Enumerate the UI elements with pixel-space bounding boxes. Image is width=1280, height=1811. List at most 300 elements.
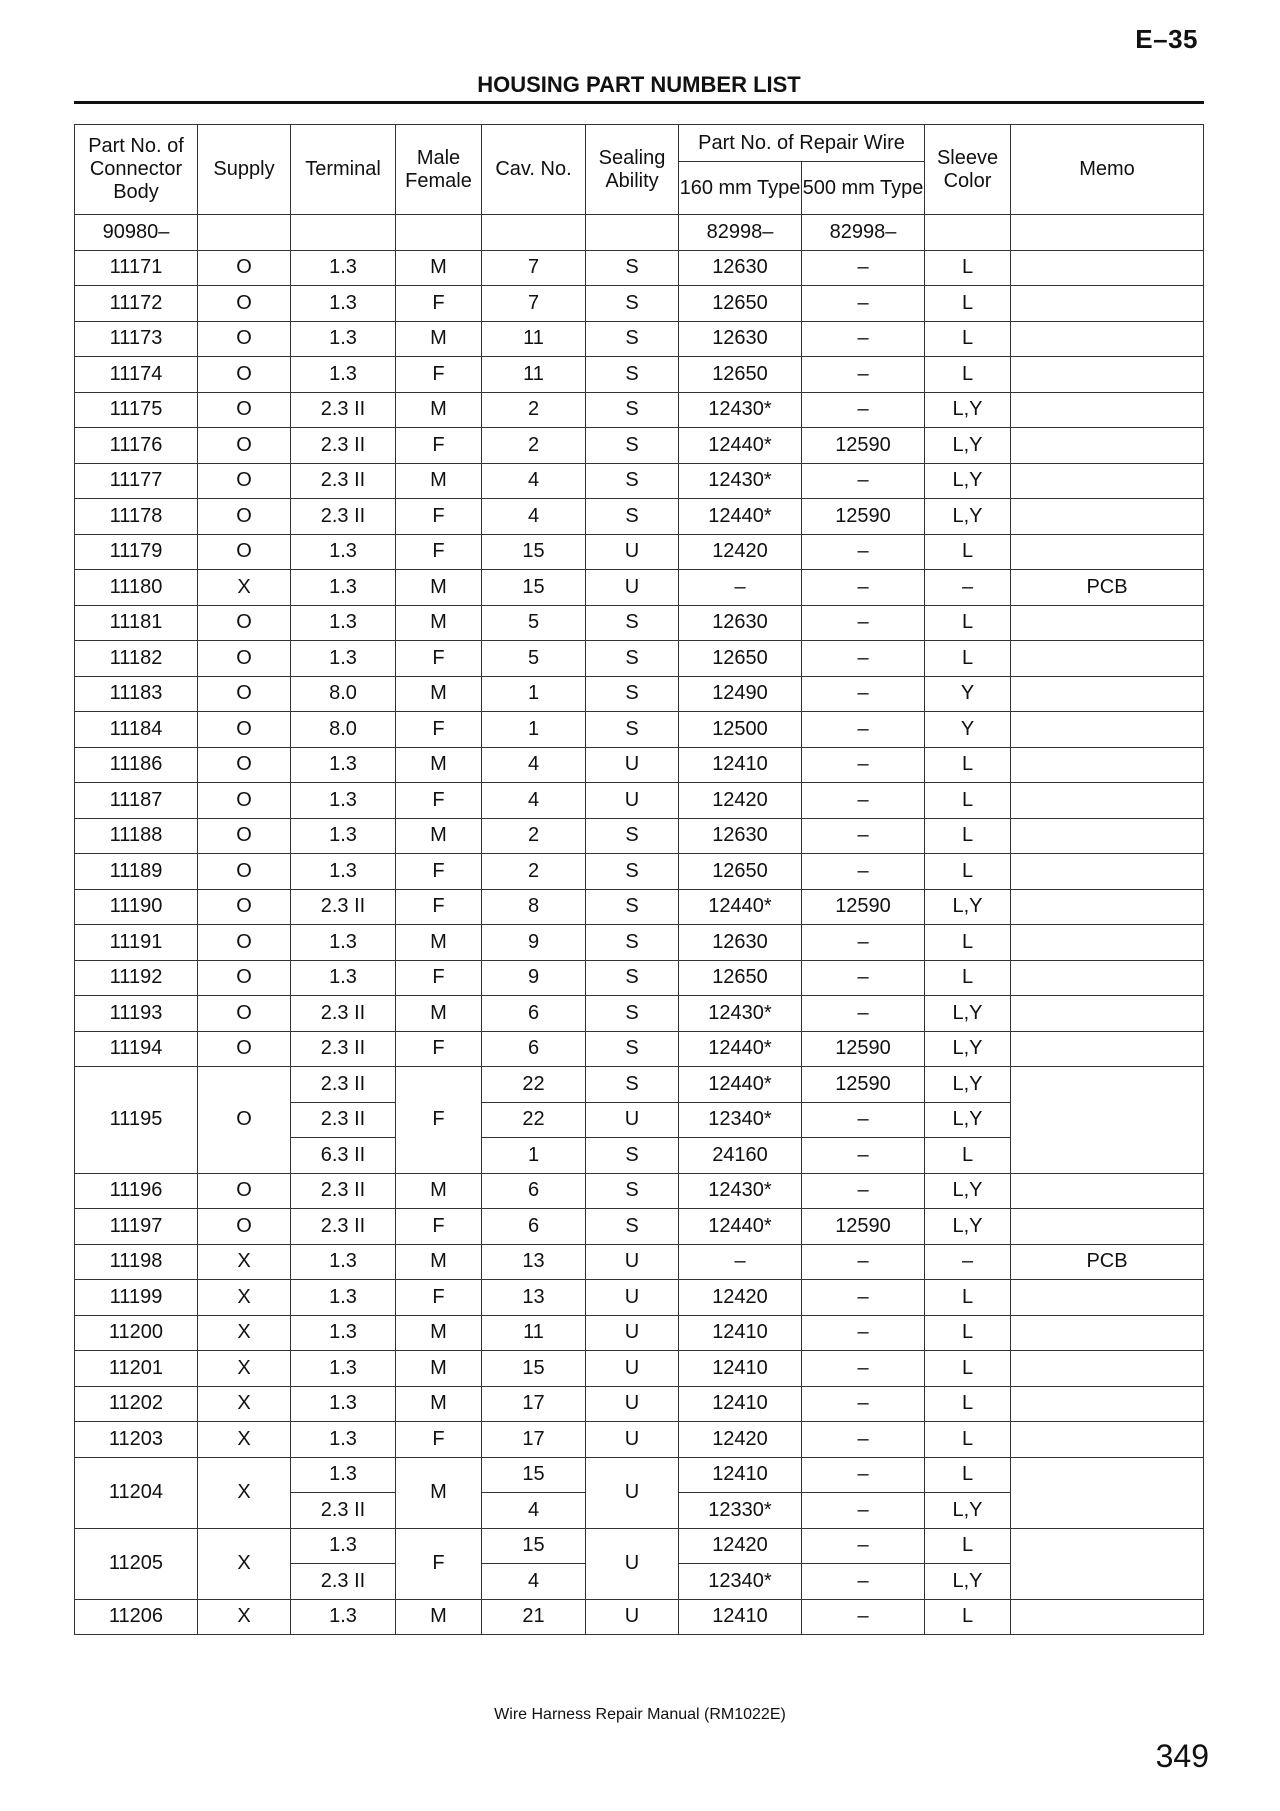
supply-cell: O bbox=[198, 996, 291, 1032]
terminal-cell: 1.3 bbox=[291, 854, 396, 890]
table-row bbox=[75, 1457, 1204, 1493]
sleeve-cell: L bbox=[925, 925, 1011, 961]
terminal-cell: 1.3 bbox=[291, 641, 396, 677]
part-no-cell: 11192 bbox=[75, 960, 198, 996]
sleeve-cell: Y bbox=[925, 676, 1011, 712]
sealing-cell: S bbox=[586, 428, 679, 464]
memo-cell bbox=[1011, 889, 1204, 925]
sleeve-cell: L,Y bbox=[925, 1564, 1011, 1600]
wire-160-cell: 12650 bbox=[679, 960, 802, 996]
cav-no-cell: 7 bbox=[482, 250, 586, 286]
male-female-cell: M bbox=[396, 1599, 482, 1635]
terminal-cell: 2.3 II bbox=[291, 889, 396, 925]
memo-cell bbox=[1011, 676, 1204, 712]
sleeve-cell: L,Y bbox=[925, 996, 1011, 1032]
cav-no-cell: 13 bbox=[482, 1280, 586, 1316]
male-female-cell: F bbox=[396, 712, 482, 748]
part-no-cell: 11197 bbox=[75, 1209, 198, 1245]
part-no-cell: 11198 bbox=[75, 1244, 198, 1280]
sleeve-cell: L,Y bbox=[925, 392, 1011, 428]
supply-cell: X bbox=[198, 1351, 291, 1387]
terminal-cell: 1.3 bbox=[291, 1457, 396, 1493]
wire-500-cell: – bbox=[802, 996, 925, 1032]
wire-160-cell: 12650 bbox=[679, 286, 802, 322]
wire-160-cell: 12410 bbox=[679, 1457, 802, 1493]
table-row bbox=[75, 960, 1204, 996]
cav-no-cell: 6 bbox=[482, 1209, 586, 1245]
terminal-cell: 2.3 II bbox=[291, 1067, 396, 1103]
wire-160-cell: 12650 bbox=[679, 854, 802, 890]
table-row bbox=[75, 1067, 1204, 1103]
table-row bbox=[75, 676, 1204, 712]
terminal-cell: 1.3 bbox=[291, 1315, 396, 1351]
male-female-cell: M bbox=[396, 747, 482, 783]
supply-cell: O bbox=[198, 747, 291, 783]
memo-cell bbox=[1011, 357, 1204, 393]
header-sleeve: Sleeve Color bbox=[925, 125, 1011, 215]
part-no-cell: 11183 bbox=[75, 676, 198, 712]
cav-no-cell: 15 bbox=[482, 1528, 586, 1564]
memo-cell bbox=[1011, 428, 1204, 464]
terminal-cell: 2.3 II bbox=[291, 499, 396, 535]
part-no-cell: 11177 bbox=[75, 463, 198, 499]
terminal-cell: 1.3 bbox=[291, 747, 396, 783]
sealing-cell: S bbox=[586, 605, 679, 641]
supply-cell: X bbox=[198, 1280, 291, 1316]
memo-cell bbox=[1011, 818, 1204, 854]
wire-500-cell: 12590 bbox=[802, 1067, 925, 1103]
cav-no-cell: 4 bbox=[482, 783, 586, 819]
cav-no-cell: 7 bbox=[482, 286, 586, 322]
part-no-cell: 11178 bbox=[75, 499, 198, 535]
wire-160-cell: 12650 bbox=[679, 641, 802, 677]
wire-500-cell: – bbox=[802, 357, 925, 393]
male-female-cell: F bbox=[396, 1031, 482, 1067]
memo-cell bbox=[1011, 1351, 1204, 1387]
cav-no-cell: 15 bbox=[482, 534, 586, 570]
table-row bbox=[75, 250, 1204, 286]
table-row bbox=[75, 428, 1204, 464]
sleeve-cell: L bbox=[925, 818, 1011, 854]
sleeve-cell: L bbox=[925, 747, 1011, 783]
wire-500-cell: – bbox=[802, 641, 925, 677]
memo-cell bbox=[1011, 321, 1204, 357]
memo-cell bbox=[1011, 250, 1204, 286]
sealing-cell: S bbox=[586, 392, 679, 428]
supply-cell: O bbox=[198, 1209, 291, 1245]
cav-no-cell: 9 bbox=[482, 925, 586, 961]
cav-no-cell: 21 bbox=[482, 1599, 586, 1635]
cav-no-cell: 9 bbox=[482, 960, 586, 996]
part-no-cell: 11201 bbox=[75, 1351, 198, 1387]
cav-no-cell: 15 bbox=[482, 1457, 586, 1493]
table-row bbox=[75, 1280, 1204, 1316]
part-prefix: 90980– bbox=[75, 215, 198, 251]
part-no-cell: 11204 bbox=[75, 1457, 198, 1528]
male-female-cell: M bbox=[396, 996, 482, 1032]
memo-cell bbox=[1011, 534, 1204, 570]
wire-500-prefix: 82998– bbox=[802, 215, 925, 251]
supply-cell: O bbox=[198, 889, 291, 925]
memo-cell bbox=[1011, 605, 1204, 641]
male-female-cell: F bbox=[396, 854, 482, 890]
wire-500-cell: – bbox=[802, 1422, 925, 1458]
wire-160-cell: – bbox=[679, 570, 802, 606]
supply-cell: O bbox=[198, 960, 291, 996]
table-row bbox=[75, 1031, 1204, 1067]
table-row bbox=[75, 712, 1204, 748]
memo-cell bbox=[1011, 1386, 1204, 1422]
terminal-cell: 2.3 II bbox=[291, 1102, 396, 1138]
cav-no-cell: 22 bbox=[482, 1067, 586, 1103]
terminal-cell: 1.3 bbox=[291, 1386, 396, 1422]
sealing-cell: S bbox=[586, 250, 679, 286]
wire-160-cell: 12630 bbox=[679, 321, 802, 357]
table-row bbox=[75, 534, 1204, 570]
wire-500-cell: – bbox=[802, 676, 925, 712]
header-part-no: Part No. of Connector Body bbox=[75, 125, 198, 215]
sleeve-cell: L bbox=[925, 1422, 1011, 1458]
wire-160-cell: 12340* bbox=[679, 1102, 802, 1138]
table-row bbox=[75, 889, 1204, 925]
header-sealing: Sealing Ability bbox=[586, 125, 679, 215]
header-memo: Memo bbox=[1011, 125, 1204, 215]
wire-500-cell: – bbox=[802, 1493, 925, 1529]
terminal-cell: 6.3 II bbox=[291, 1138, 396, 1174]
sealing-cell: S bbox=[586, 286, 679, 322]
table-row bbox=[75, 463, 1204, 499]
wire-500-cell: – bbox=[802, 534, 925, 570]
part-no-cell: 11182 bbox=[75, 641, 198, 677]
part-no-cell: 11191 bbox=[75, 925, 198, 961]
sleeve-cell: L bbox=[925, 783, 1011, 819]
sealing-cell: S bbox=[586, 463, 679, 499]
supply-cell: O bbox=[198, 321, 291, 357]
supply-cell: O bbox=[198, 392, 291, 428]
table-row bbox=[75, 1173, 1204, 1209]
sealing-cell: S bbox=[586, 1173, 679, 1209]
male-female-cell: M bbox=[396, 250, 482, 286]
memo-cell bbox=[1011, 499, 1204, 535]
cav-no-cell: 4 bbox=[482, 499, 586, 535]
part-no-cell: 11187 bbox=[75, 783, 198, 819]
sleeve-cell: L,Y bbox=[925, 1031, 1011, 1067]
wire-160-cell: 12630 bbox=[679, 925, 802, 961]
male-female-cell: M bbox=[396, 925, 482, 961]
cav-no-cell: 4 bbox=[482, 1493, 586, 1529]
male-female-cell: F bbox=[396, 960, 482, 996]
wire-500-cell: – bbox=[802, 463, 925, 499]
sleeve-cell: L bbox=[925, 960, 1011, 996]
wire-160-cell: 12420 bbox=[679, 1280, 802, 1316]
table-row bbox=[75, 499, 1204, 535]
sleeve-cell: L bbox=[925, 534, 1011, 570]
part-no-cell: 11203 bbox=[75, 1422, 198, 1458]
sealing-cell: U bbox=[586, 1102, 679, 1138]
table-row bbox=[75, 747, 1204, 783]
wire-500-cell: – bbox=[802, 1244, 925, 1280]
terminal-cell: 2.3 II bbox=[291, 392, 396, 428]
sealing-cell: S bbox=[586, 818, 679, 854]
cav-no-cell: 17 bbox=[482, 1386, 586, 1422]
cav-no-cell: 4 bbox=[482, 463, 586, 499]
header-male-female: Male Female bbox=[396, 125, 482, 215]
table-row bbox=[75, 392, 1204, 428]
memo-cell bbox=[1011, 1067, 1204, 1174]
table-row bbox=[75, 286, 1204, 322]
sealing-cell: U bbox=[586, 1599, 679, 1635]
sealing-cell: U bbox=[586, 747, 679, 783]
part-no-cell: 11195 bbox=[75, 1067, 198, 1174]
supply-cell: O bbox=[198, 499, 291, 535]
wire-160-cell: 12440* bbox=[679, 889, 802, 925]
wire-500-cell: – bbox=[802, 392, 925, 428]
terminal-cell: 1.3 bbox=[291, 1599, 396, 1635]
memo-cell bbox=[1011, 1315, 1204, 1351]
table-row bbox=[75, 1209, 1204, 1245]
memo-cell: PCB bbox=[1011, 1244, 1204, 1280]
sealing-cell: S bbox=[586, 712, 679, 748]
sealing-cell: S bbox=[586, 996, 679, 1032]
male-female-cell: F bbox=[396, 1209, 482, 1245]
cav-no-cell: 15 bbox=[482, 1351, 586, 1387]
part-no-cell: 11181 bbox=[75, 605, 198, 641]
sleeve-cell: L,Y bbox=[925, 463, 1011, 499]
sealing-cell: S bbox=[586, 1138, 679, 1174]
cav-no-cell: 11 bbox=[482, 357, 586, 393]
cav-no-cell: 6 bbox=[482, 1173, 586, 1209]
terminal-cell: 1.3 bbox=[291, 925, 396, 961]
part-no-cell: 11172 bbox=[75, 286, 198, 322]
terminal-cell: 2.3 II bbox=[291, 1173, 396, 1209]
part-no-cell: 11179 bbox=[75, 534, 198, 570]
wire-160-cell: 12630 bbox=[679, 250, 802, 286]
supply-cell: O bbox=[198, 357, 291, 393]
male-female-cell: F bbox=[396, 1280, 482, 1316]
cav-no-cell: 1 bbox=[482, 712, 586, 748]
part-no-cell: 11193 bbox=[75, 996, 198, 1032]
supply-cell: O bbox=[198, 641, 291, 677]
supply-cell: O bbox=[198, 783, 291, 819]
sealing-cell: S bbox=[586, 960, 679, 996]
memo-cell bbox=[1011, 1031, 1204, 1067]
table-row bbox=[75, 1386, 1204, 1422]
memo-cell bbox=[1011, 1599, 1204, 1635]
memo-cell bbox=[1011, 463, 1204, 499]
wire-500-cell: – bbox=[802, 1457, 925, 1493]
supply-cell: O bbox=[198, 1067, 291, 1174]
cav-no-cell: 6 bbox=[482, 1031, 586, 1067]
memo-cell bbox=[1011, 783, 1204, 819]
male-female-cell: F bbox=[396, 889, 482, 925]
wire-160-cell: 12490 bbox=[679, 676, 802, 712]
memo-cell bbox=[1011, 1528, 1204, 1599]
memo-cell bbox=[1011, 1422, 1204, 1458]
wire-500-cell: 12590 bbox=[802, 499, 925, 535]
male-female-cell: F bbox=[396, 534, 482, 570]
part-no-cell: 11186 bbox=[75, 747, 198, 783]
sleeve-cell: L bbox=[925, 321, 1011, 357]
supply-cell: O bbox=[198, 676, 291, 712]
terminal-cell: 1.3 bbox=[291, 286, 396, 322]
supply-cell: O bbox=[198, 534, 291, 570]
sealing-cell: S bbox=[586, 676, 679, 712]
male-female-cell: M bbox=[396, 1315, 482, 1351]
wire-500-cell: – bbox=[802, 1386, 925, 1422]
sealing-cell: S bbox=[586, 925, 679, 961]
terminal-cell: 2.3 II bbox=[291, 1493, 396, 1529]
memo-cell bbox=[1011, 392, 1204, 428]
wire-160-cell: 12420 bbox=[679, 534, 802, 570]
supply-cell: X bbox=[198, 1315, 291, 1351]
housing-part-number-table bbox=[74, 124, 1204, 1635]
memo-cell bbox=[1011, 1457, 1204, 1528]
wire-160-cell: 12430* bbox=[679, 1173, 802, 1209]
memo-cell bbox=[1011, 747, 1204, 783]
cav-no-cell: 2 bbox=[482, 818, 586, 854]
part-no-cell: 11205 bbox=[75, 1528, 198, 1599]
wire-500-cell: – bbox=[802, 286, 925, 322]
male-female-cell: M bbox=[396, 463, 482, 499]
header-supply: Supply bbox=[198, 125, 291, 215]
terminal-cell: 2.3 II bbox=[291, 996, 396, 1032]
male-female-cell: M bbox=[396, 818, 482, 854]
part-no-cell: 11171 bbox=[75, 250, 198, 286]
cav-no-cell: 5 bbox=[482, 605, 586, 641]
wire-500-cell: – bbox=[802, 1315, 925, 1351]
cav-no-cell: 4 bbox=[482, 747, 586, 783]
table-row bbox=[75, 641, 1204, 677]
wire-500-cell: – bbox=[802, 747, 925, 783]
part-no-cell: 11184 bbox=[75, 712, 198, 748]
wire-160-cell: 12440* bbox=[679, 499, 802, 535]
terminal-cell: 1.3 bbox=[291, 605, 396, 641]
sleeve-cell: L bbox=[925, 1351, 1011, 1387]
wire-500-cell: – bbox=[802, 250, 925, 286]
sealing-cell: S bbox=[586, 1067, 679, 1103]
part-no-cell: 11190 bbox=[75, 889, 198, 925]
sleeve-cell: L bbox=[925, 1138, 1011, 1174]
terminal-cell: 1.3 bbox=[291, 250, 396, 286]
wire-160-prefix: 82998– bbox=[679, 215, 802, 251]
sleeve-cell: L bbox=[925, 1386, 1011, 1422]
terminal-cell: 1.3 bbox=[291, 1528, 396, 1564]
wire-160-cell: 12410 bbox=[679, 1386, 802, 1422]
wire-160-cell: 12440* bbox=[679, 1067, 802, 1103]
wire-500-cell: – bbox=[802, 818, 925, 854]
terminal-cell: 1.3 bbox=[291, 1351, 396, 1387]
wire-160-cell: 12410 bbox=[679, 1315, 802, 1351]
wire-500-cell: – bbox=[802, 1351, 925, 1387]
table-row bbox=[75, 996, 1204, 1032]
supply-cell: O bbox=[198, 428, 291, 464]
wire-160-cell: – bbox=[679, 1244, 802, 1280]
male-female-cell: M bbox=[396, 1173, 482, 1209]
sealing-cell: U bbox=[586, 570, 679, 606]
terminal-cell: 1.3 bbox=[291, 1244, 396, 1280]
cav-no-cell: 13 bbox=[482, 1244, 586, 1280]
table-row bbox=[75, 605, 1204, 641]
cav-no-cell: 11 bbox=[482, 321, 586, 357]
sleeve-cell: L bbox=[925, 641, 1011, 677]
sealing-cell: U bbox=[586, 783, 679, 819]
terminal-cell: 1.3 bbox=[291, 818, 396, 854]
sleeve-cell: L bbox=[925, 1599, 1011, 1635]
table-row bbox=[75, 1351, 1204, 1387]
cav-no-cell: 15 bbox=[482, 570, 586, 606]
terminal-cell: 2.3 II bbox=[291, 428, 396, 464]
terminal-cell: 1.3 bbox=[291, 534, 396, 570]
terminal-cell: 1.3 bbox=[291, 321, 396, 357]
memo-cell bbox=[1011, 1209, 1204, 1245]
wire-500-cell: – bbox=[802, 1173, 925, 1209]
sleeve-cell: L bbox=[925, 854, 1011, 890]
part-no-cell: 11173 bbox=[75, 321, 198, 357]
wire-500-cell: 12590 bbox=[802, 1031, 925, 1067]
male-female-cell: F bbox=[396, 357, 482, 393]
wire-500-cell: – bbox=[802, 570, 925, 606]
table-row bbox=[75, 1599, 1204, 1635]
wire-160-cell: 12340* bbox=[679, 1564, 802, 1600]
part-no-cell: 11175 bbox=[75, 392, 198, 428]
wire-500-cell: – bbox=[802, 783, 925, 819]
cav-no-cell: 2 bbox=[482, 428, 586, 464]
sleeve-cell: L,Y bbox=[925, 499, 1011, 535]
table-row bbox=[75, 1244, 1204, 1280]
wire-500-cell: 12590 bbox=[802, 428, 925, 464]
terminal-cell: 1.3 bbox=[291, 1422, 396, 1458]
wire-160-cell: 12330* bbox=[679, 1493, 802, 1529]
memo-cell bbox=[1011, 1173, 1204, 1209]
prefix-row bbox=[75, 215, 1204, 251]
supply-cell: X bbox=[198, 1244, 291, 1280]
wire-500-cell: – bbox=[802, 321, 925, 357]
header-terminal: Terminal bbox=[291, 125, 396, 215]
wire-500-cell: – bbox=[802, 854, 925, 890]
supply-cell: O bbox=[198, 818, 291, 854]
table-row bbox=[75, 925, 1204, 961]
memo-cell bbox=[1011, 996, 1204, 1032]
wire-160-cell: 12410 bbox=[679, 747, 802, 783]
supply-cell: X bbox=[198, 1386, 291, 1422]
wire-160-cell: 12630 bbox=[679, 605, 802, 641]
sealing-cell: S bbox=[586, 854, 679, 890]
sleeve-cell: Y bbox=[925, 712, 1011, 748]
wire-160-cell: 12500 bbox=[679, 712, 802, 748]
male-female-cell: F bbox=[396, 286, 482, 322]
part-no-cell: 11174 bbox=[75, 357, 198, 393]
wire-500-cell: – bbox=[802, 1564, 925, 1600]
wire-160-cell: 12420 bbox=[679, 783, 802, 819]
memo-cell bbox=[1011, 1280, 1204, 1316]
memo-cell bbox=[1011, 925, 1204, 961]
cav-no-cell: 22 bbox=[482, 1102, 586, 1138]
supply-cell: O bbox=[198, 1031, 291, 1067]
supply-cell: X bbox=[198, 570, 291, 606]
part-no-cell: 11194 bbox=[75, 1031, 198, 1067]
wire-160-cell: 24160 bbox=[679, 1138, 802, 1174]
terminal-cell: 1.3 bbox=[291, 1280, 396, 1316]
supply-cell: O bbox=[198, 605, 291, 641]
wire-160-cell: 12650 bbox=[679, 357, 802, 393]
supply-cell: X bbox=[198, 1422, 291, 1458]
supply-cell: O bbox=[198, 250, 291, 286]
male-female-cell: F bbox=[396, 1528, 482, 1599]
supply-cell: X bbox=[198, 1457, 291, 1528]
supply-cell: O bbox=[198, 286, 291, 322]
wire-160-cell: 12410 bbox=[679, 1599, 802, 1635]
wire-160-cell: 12430* bbox=[679, 463, 802, 499]
